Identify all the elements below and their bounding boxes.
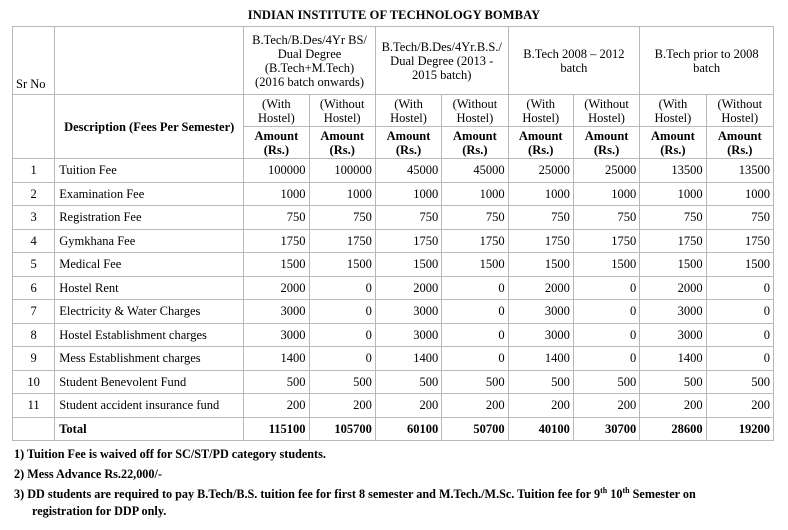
note-3: 3) DD students are required to pay B.Tech/B.S. tuition fee for first 8 semester and M.Tech./M.Sc. Tuition fee for 9th 10th Semester on bbox=[14, 485, 696, 501]
fee-row bbox=[13, 276, 774, 300]
description-cell: Medical Fee bbox=[55, 253, 244, 277]
header-blank-cell bbox=[55, 27, 244, 95]
amount-cell: 1400 bbox=[640, 347, 706, 371]
fee-table bbox=[12, 26, 774, 441]
amount-cell: 0 bbox=[706, 276, 773, 300]
group-header-2013-2015: B.Tech/B.Des/4Yr.B.S./ Dual Degree (2013 - 2015 batch) bbox=[375, 27, 508, 95]
without-hostel-header: (Without Hostel) bbox=[573, 95, 639, 127]
description-cell: Examination Fee bbox=[55, 182, 244, 206]
amount-cell: 200 bbox=[573, 394, 639, 418]
sr-no-cell: 2 bbox=[13, 182, 55, 206]
fee-row bbox=[13, 300, 774, 324]
amount-cell: 500 bbox=[706, 370, 773, 394]
amount-cell: 500 bbox=[573, 370, 639, 394]
amount-cell: 40100 bbox=[508, 417, 573, 441]
description-cell: Electricity & Water Charges bbox=[55, 300, 244, 324]
amount-cell: 750 bbox=[573, 206, 639, 230]
fee-row bbox=[13, 347, 774, 371]
amount-cell: 0 bbox=[706, 300, 773, 324]
amount-cell: 1000 bbox=[640, 182, 706, 206]
amount-cell: 1500 bbox=[375, 253, 441, 277]
amount-cell: 1750 bbox=[508, 229, 573, 253]
without-hostel-header: (Without Hostel) bbox=[442, 95, 508, 127]
amount-cell: 750 bbox=[244, 206, 309, 230]
amount-cell: 0 bbox=[573, 276, 639, 300]
amount-cell: 3000 bbox=[640, 323, 706, 347]
amount-cell: 0 bbox=[573, 347, 639, 371]
amount-cell: 2000 bbox=[508, 276, 573, 300]
description-cell: Student accident insurance fund bbox=[55, 394, 244, 418]
amount-cell: 0 bbox=[442, 276, 508, 300]
sr-no-cell: 7 bbox=[13, 300, 55, 324]
amount-cell: 500 bbox=[640, 370, 706, 394]
amount-cell: 3000 bbox=[244, 323, 309, 347]
amount-cell: 1500 bbox=[573, 253, 639, 277]
amount-cell: 1000 bbox=[375, 182, 441, 206]
fee-row bbox=[13, 182, 774, 206]
header-group-row bbox=[13, 27, 774, 95]
amount-cell: 60100 bbox=[375, 417, 441, 441]
page-title: INDIAN INSTITUTE OF TECHNOLOGY BOMBAY bbox=[247, 8, 541, 22]
without-hostel-header: (Without Hostel) bbox=[309, 95, 375, 127]
amount-cell: 0 bbox=[706, 323, 773, 347]
amount-cell: 750 bbox=[309, 206, 375, 230]
amount-cell: 200 bbox=[640, 394, 706, 418]
amount-cell: 1000 bbox=[244, 182, 309, 206]
amount-cell: 1400 bbox=[375, 347, 441, 371]
note-1: 1) Tuition Fee is waived off for SC/ST/PD category students. bbox=[14, 447, 326, 461]
amount-cell: 200 bbox=[309, 394, 375, 418]
amount-cell: 1750 bbox=[244, 229, 309, 253]
amount-cell: 25000 bbox=[573, 159, 639, 183]
description-cell: Registration Fee bbox=[55, 206, 244, 230]
amount-cell: 3000 bbox=[508, 300, 573, 324]
amount-cell: 2000 bbox=[244, 276, 309, 300]
amount-cell: 0 bbox=[309, 347, 375, 371]
footnotes bbox=[14, 447, 784, 524]
amount-cell: 1500 bbox=[309, 253, 375, 277]
amount-cell: 13500 bbox=[706, 159, 773, 183]
amount-cell: 500 bbox=[375, 370, 441, 394]
with-hostel-header: (With Hostel) bbox=[640, 95, 706, 127]
group-header-2016-onwards: B.Tech/B.Des/4Yr BS/ Dual Degree (B.Tech+M.Tech) (2016 batch onwards) bbox=[244, 27, 376, 95]
description-cell: Hostel Rent bbox=[55, 276, 244, 300]
amount-cell: 2000 bbox=[375, 276, 441, 300]
fee-row bbox=[13, 159, 774, 183]
sr-no-cell: 6 bbox=[13, 276, 55, 300]
amount-cell: 1000 bbox=[573, 182, 639, 206]
amount-cell: 25000 bbox=[508, 159, 573, 183]
header-hostel-row bbox=[13, 95, 774, 127]
amount-cell: 750 bbox=[706, 206, 773, 230]
sr-no-cell bbox=[13, 417, 55, 441]
amount-cell: 1000 bbox=[442, 182, 508, 206]
sr-no-cell: 5 bbox=[13, 253, 55, 277]
amount-cell: 1750 bbox=[309, 229, 375, 253]
fee-row bbox=[13, 229, 774, 253]
without-hostel-header: (Without Hostel) bbox=[706, 95, 773, 127]
amount-cell: 2000 bbox=[640, 276, 706, 300]
sr-no-cell: 8 bbox=[13, 323, 55, 347]
amount-cell: 750 bbox=[640, 206, 706, 230]
sr-no-cell: 3 bbox=[13, 206, 55, 230]
amount-cell: 3000 bbox=[244, 300, 309, 324]
amount-cell: 1000 bbox=[508, 182, 573, 206]
amount-cell: 100000 bbox=[309, 159, 375, 183]
with-hostel-header: (With Hostel) bbox=[244, 95, 309, 127]
group-header-2008-2012: B.Tech 2008 – 2012 batch bbox=[508, 27, 640, 95]
amount-header: Amount (Rs.) bbox=[640, 127, 706, 159]
amount-cell: 0 bbox=[573, 323, 639, 347]
fee-row bbox=[13, 323, 774, 347]
header-blank-cell bbox=[13, 95, 55, 159]
amount-cell: 1750 bbox=[640, 229, 706, 253]
amount-cell: 100000 bbox=[244, 159, 309, 183]
amount-cell: 45000 bbox=[375, 159, 441, 183]
description-cell: Hostel Establishment charges bbox=[55, 323, 244, 347]
amount-cell: 0 bbox=[442, 300, 508, 324]
note-3-continued: registration for DDP only. bbox=[32, 504, 167, 518]
amount-cell: 500 bbox=[244, 370, 309, 394]
amount-cell: 50700 bbox=[442, 417, 508, 441]
amount-cell: 1500 bbox=[244, 253, 309, 277]
amount-cell: 105700 bbox=[309, 417, 375, 441]
description-cell: Student Benevolent Fund bbox=[55, 370, 244, 394]
amount-cell: 1750 bbox=[706, 229, 773, 253]
amount-cell: 1400 bbox=[508, 347, 573, 371]
amount-header: Amount (Rs.) bbox=[244, 127, 309, 159]
amount-cell: 500 bbox=[508, 370, 573, 394]
amount-cell: 750 bbox=[375, 206, 441, 230]
amount-cell: 750 bbox=[442, 206, 508, 230]
fee-row bbox=[13, 394, 774, 418]
amount-cell: 19200 bbox=[706, 417, 773, 441]
amount-cell: 200 bbox=[706, 394, 773, 418]
sr-no-header: Sr No bbox=[13, 27, 55, 95]
amount-header: Amount (Rs.) bbox=[573, 127, 639, 159]
fee-rows bbox=[13, 159, 774, 441]
amount-cell: 200 bbox=[375, 394, 441, 418]
amount-cell: 1500 bbox=[508, 253, 573, 277]
with-hostel-header: (With Hostel) bbox=[508, 95, 573, 127]
amount-cell: 0 bbox=[309, 300, 375, 324]
amount-header: Amount (Rs.) bbox=[375, 127, 441, 159]
amount-cell: 0 bbox=[442, 347, 508, 371]
amount-cell: 200 bbox=[244, 394, 309, 418]
amount-cell: 1000 bbox=[309, 182, 375, 206]
fee-row bbox=[13, 370, 774, 394]
amount-cell: 30700 bbox=[573, 417, 639, 441]
amount-cell: 45000 bbox=[442, 159, 508, 183]
description-header: Description (Fees Per Semester) bbox=[55, 95, 244, 159]
amount-header: Amount (Rs.) bbox=[706, 127, 773, 159]
amount-cell: 3000 bbox=[640, 300, 706, 324]
amount-cell: 750 bbox=[508, 206, 573, 230]
amount-cell: 0 bbox=[442, 323, 508, 347]
amount-header: Amount (Rs.) bbox=[508, 127, 573, 159]
amount-cell: 3000 bbox=[375, 300, 441, 324]
amount-cell: 0 bbox=[706, 347, 773, 371]
description-cell: Total bbox=[55, 417, 244, 441]
amount-cell: 13500 bbox=[640, 159, 706, 183]
description-cell: Gymkhana Fee bbox=[55, 229, 244, 253]
amount-cell: 0 bbox=[309, 276, 375, 300]
amount-cell: 3000 bbox=[508, 323, 573, 347]
amount-cell: 500 bbox=[309, 370, 375, 394]
amount-cell: 0 bbox=[309, 323, 375, 347]
sr-no-cell: 4 bbox=[13, 229, 55, 253]
amount-header: Amount (Rs.) bbox=[442, 127, 508, 159]
amount-cell: 500 bbox=[442, 370, 508, 394]
note-2: 2) Mess Advance Rs.22,000/- bbox=[14, 467, 162, 481]
amount-cell: 1750 bbox=[375, 229, 441, 253]
amount-cell: 1500 bbox=[640, 253, 706, 277]
amount-cell: 1500 bbox=[442, 253, 508, 277]
fee-row bbox=[13, 206, 774, 230]
amount-cell: 1750 bbox=[573, 229, 639, 253]
sr-no-cell: 11 bbox=[13, 394, 55, 418]
amount-cell: 1750 bbox=[442, 229, 508, 253]
amount-cell: 1000 bbox=[706, 182, 773, 206]
sr-no-cell: 10 bbox=[13, 370, 55, 394]
sr-no-cell: 9 bbox=[13, 347, 55, 371]
amount-cell: 0 bbox=[573, 300, 639, 324]
total-row bbox=[13, 417, 774, 441]
amount-cell: 115100 bbox=[244, 417, 309, 441]
amount-cell: 28600 bbox=[640, 417, 706, 441]
sr-no-cell: 1 bbox=[13, 159, 55, 183]
amount-header: Amount (Rs.) bbox=[309, 127, 375, 159]
with-hostel-header: (With Hostel) bbox=[375, 95, 441, 127]
amount-cell: 1400 bbox=[244, 347, 309, 371]
amount-cell: 1500 bbox=[706, 253, 773, 277]
fee-row bbox=[13, 253, 774, 277]
description-cell: Tuition Fee bbox=[55, 159, 244, 183]
amount-cell: 3000 bbox=[375, 323, 441, 347]
amount-cell: 200 bbox=[442, 394, 508, 418]
group-header-prior-2008: B.Tech prior to 2008 batch bbox=[640, 27, 774, 95]
amount-cell: 200 bbox=[508, 394, 573, 418]
description-cell: Mess Establishment charges bbox=[55, 347, 244, 371]
